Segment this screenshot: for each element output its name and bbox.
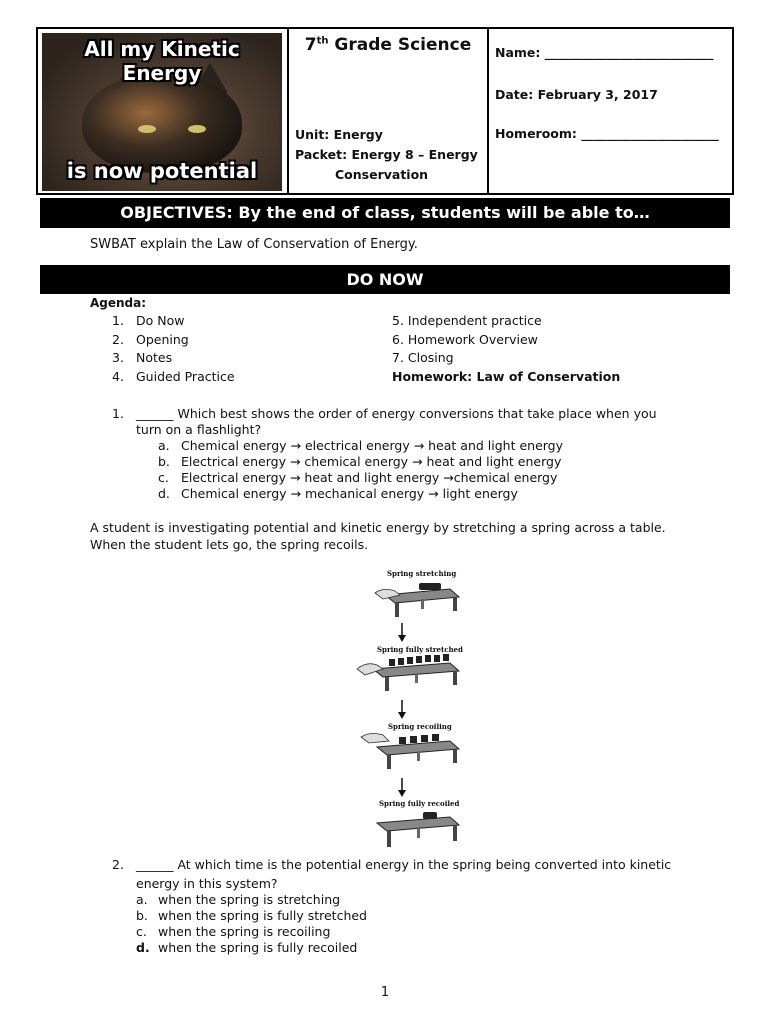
meme-top-caption: All my Kinetic Energy: [84, 37, 240, 85]
table-3: [361, 733, 459, 769]
unit-label: Unit: Energy: [295, 127, 383, 142]
question-1: 1. ______ Which best shows the order of energy conversions that take place when you turn on a flashlight?: [112, 406, 657, 437]
packet-label: Packet: Energy 8 – Energy: [295, 147, 478, 162]
answer-option[interactable]: b. Electrical energy → chemical energy → heat and light energy: [158, 454, 562, 469]
agenda-item: 7. Closing: [392, 350, 454, 365]
name-field[interactable]: Name: ___________________________: [495, 45, 714, 60]
packet-label-cont: Conservation: [335, 167, 429, 182]
answer-option[interactable]: c. when the spring is recoiling: [136, 924, 331, 939]
table-1: [375, 583, 459, 617]
spring-diagram-svg: [355, 565, 465, 855]
course-title: 7th Grade Science: [304, 35, 472, 55]
agenda-list-left: [112, 312, 235, 386]
unit-info: [295, 125, 478, 185]
answer-option[interactable]: d. Chemical energy → mechanical energy → light energy: [158, 486, 518, 501]
diagram-label-fully-stretched: Spring fully stretched: [377, 645, 463, 654]
scenario-text: A student is investigating potential and kinetic energy by stretching a spring across a table. When the student lets go, the spring recoils.: [90, 520, 666, 552]
agenda-item: 4. Guided Practice: [112, 368, 235, 384]
agenda-list-right: [392, 312, 620, 386]
table-4: [377, 812, 459, 847]
agenda-item: 2. Opening: [112, 331, 189, 347]
diagram-label-fully-recoiled: Spring fully recoiled: [379, 799, 460, 808]
header-student-cell: [489, 29, 732, 193]
answer-option[interactable]: b. when the spring is fully stretched: [136, 908, 367, 923]
header-image-cell: [38, 29, 289, 193]
date-label: Date: February 3, 2017: [495, 87, 658, 102]
cat-figure: [82, 73, 242, 173]
question-2-options: [136, 892, 367, 956]
answer-option[interactable]: c. Electrical energy → heat and light energy →chemical energy: [158, 470, 558, 485]
homeroom-field[interactable]: Homeroom: ______________________: [495, 126, 719, 141]
agenda-item: 6. Homework Overview: [392, 331, 538, 347]
question-2-stem: ______ At which time is the potential energy in the spring being converted into kinetic energy in this system?: [136, 857, 672, 891]
question-1-options: [158, 438, 563, 502]
question-1-stem: ______ Which best shows the order of energy conversions that take place when you turn on a flashlight?: [136, 406, 657, 437]
cat-meme-image: [42, 33, 282, 191]
objective-text: SWBAT explain the Law of Conservation of Energy.: [90, 237, 418, 252]
answer-option[interactable]: a. Chemical energy → electrical energy → heat and light energy: [158, 438, 564, 453]
diagram-label-recoiling: Spring recoiling: [388, 722, 452, 731]
homework-label: Homework: Law of Conservation: [392, 368, 621, 384]
header-course-cell: [289, 29, 489, 193]
spring-diagram: [355, 565, 465, 855]
diagram-label-stretching: Spring stretching: [387, 569, 457, 578]
table-2: [357, 654, 459, 691]
objectives-banner: OBJECTIVES: By the end of class, students will be able to…: [40, 198, 730, 228]
question-2: 2. ______ At which time is the potential energy in the spring being converted into kinetic energy in this system?: [112, 857, 672, 891]
page-number: 1: [380, 985, 390, 1000]
agenda-item: 3. Notes: [112, 350, 173, 365]
agenda-item: 1. Do Now: [112, 313, 185, 328]
do-now-banner: DO NOW: [40, 265, 730, 294]
agenda-title: Agenda:: [90, 296, 147, 310]
agenda-item: 5. Independent practice: [392, 313, 542, 328]
meme-bottom-caption: is now potential: [66, 159, 258, 183]
worksheet-header: [36, 27, 734, 195]
answer-option[interactable]: d. when the spring is fully recoiled: [136, 940, 358, 955]
answer-option[interactable]: a. when the spring is stretching: [136, 892, 341, 907]
